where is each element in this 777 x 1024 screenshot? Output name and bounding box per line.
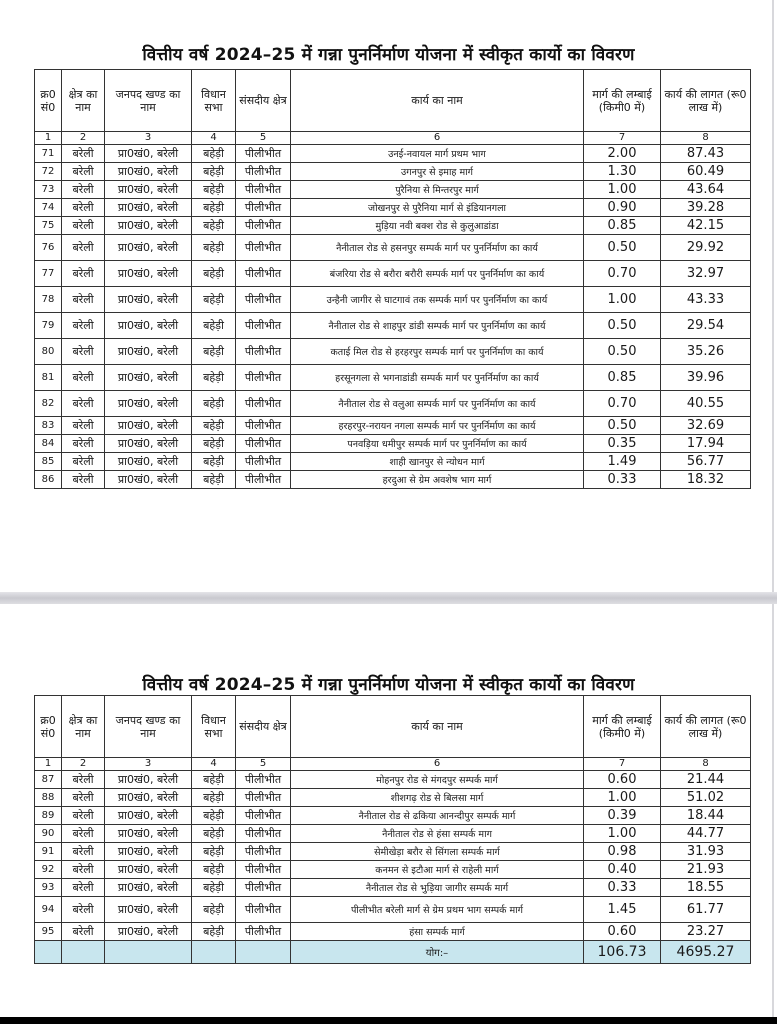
cell-cost: 18.32 bbox=[661, 471, 751, 489]
cell-length: 0.50 bbox=[584, 235, 661, 261]
cell-length: 0.90 bbox=[584, 199, 661, 217]
cell-parliament: पीलीभीत bbox=[236, 145, 291, 163]
cell-work-name: बंजरिया रोड से बरौरा बरौरी सम्पर्क मार्ग पर पुनर्निर्माण का कार्य bbox=[291, 261, 584, 287]
cell-assembly: बहेड़ी bbox=[192, 897, 236, 923]
cell-sn: 74 bbox=[35, 199, 62, 217]
cell-assembly: बहेड़ी bbox=[192, 391, 236, 417]
cell-block: प्रा0खं0, बरेली bbox=[105, 261, 192, 287]
cell-block: प्रा0खं0, बरेली bbox=[105, 145, 192, 163]
cell-work-name: पुरैनिया से मिन्तरपुर मार्ग bbox=[291, 181, 584, 199]
cell-block: प्रा0खं0, बरेली bbox=[105, 163, 192, 181]
cell-assembly: बहेड़ी bbox=[192, 471, 236, 489]
cell-sn: 76 bbox=[35, 235, 62, 261]
cell-work-name: कनमन से इटौआ मार्ग से राहेली मार्ग bbox=[291, 861, 584, 879]
col-header-block: जनपद खण्ड का नाम bbox=[105, 696, 192, 758]
cell-length: 0.50 bbox=[584, 417, 661, 435]
cell-length: 1.00 bbox=[584, 825, 661, 843]
cell-work-name: पनवड़िया धमीपुर सम्पर्क मार्ग पर पुनर्निर्माण का कार्य bbox=[291, 435, 584, 453]
cell-parliament: पीलीभीत bbox=[236, 339, 291, 365]
cell-work-name: कताई मिल रोड से हरहरपुर सम्पर्क मार्ग पर पुनर्निर्माण का कार्य bbox=[291, 339, 584, 365]
cell-parliament: पीलीभीत bbox=[236, 391, 291, 417]
cell-sn: 79 bbox=[35, 313, 62, 339]
cell-work-name: हरसूनगला से भगनाडांडी सम्पर्क मार्ग पर पुनर्निर्माण का कार्य bbox=[291, 365, 584, 391]
table-row bbox=[35, 163, 751, 181]
table-row bbox=[35, 217, 751, 235]
col-header-parliament: संसदीय क्षेत्र bbox=[236, 696, 291, 758]
col-number: 6 bbox=[291, 132, 584, 145]
cell-assembly: बहेड़ी bbox=[192, 453, 236, 471]
bottom-bar bbox=[0, 1017, 777, 1024]
cell-block: प्रा0खं0, बरेली bbox=[105, 287, 192, 313]
cell-length: 0.40 bbox=[584, 861, 661, 879]
table-row bbox=[35, 771, 751, 789]
cell-cost: 40.55 bbox=[661, 391, 751, 417]
column-number-row bbox=[35, 132, 751, 145]
total-row bbox=[35, 941, 751, 964]
cell-parliament: पीलीभीत bbox=[236, 181, 291, 199]
cell-length: 0.39 bbox=[584, 807, 661, 825]
cell-parliament: पीलीभीत bbox=[236, 417, 291, 435]
cell-work-name: नैनीताल रोड से हंसा सम्पर्क माग bbox=[291, 825, 584, 843]
cell-parliament: पीलीभीत bbox=[236, 453, 291, 471]
cell-assembly: बहेड़ी bbox=[192, 825, 236, 843]
cell-sn: 88 bbox=[35, 789, 62, 807]
cell-sn: 72 bbox=[35, 163, 62, 181]
col-number: 6 bbox=[291, 758, 584, 771]
cell-block: प्रा0खं0, बरेली bbox=[105, 771, 192, 789]
col-header-parliament: संसदीय क्षेत्र bbox=[236, 70, 291, 132]
cell-parliament: पीलीभीत bbox=[236, 843, 291, 861]
cell-work-name: नैनीताल रोड से शाहपुर डांडी सम्पर्क मार्ग पर पुनर्निर्माण का कार्य bbox=[291, 313, 584, 339]
total-length: 106.73 bbox=[584, 941, 661, 964]
cell-parliament: पीलीभीत bbox=[236, 789, 291, 807]
table-body bbox=[35, 145, 751, 489]
cell-block: प्रा0खं0, बरेली bbox=[105, 435, 192, 453]
table-row bbox=[35, 471, 751, 489]
cell-assembly: बहेड़ी bbox=[192, 843, 236, 861]
cell-parliament: पीलीभीत bbox=[236, 287, 291, 313]
cell-parliament: पीलीभीत bbox=[236, 471, 291, 489]
table-row bbox=[35, 879, 751, 897]
cell-assembly: बहेड़ी bbox=[192, 145, 236, 163]
cell-cost: 21.44 bbox=[661, 771, 751, 789]
works-table bbox=[34, 69, 751, 489]
cell-work-name: नैनीताल रोड से ढकिया आनन्दीपुर सम्पर्क मार्ग bbox=[291, 807, 584, 825]
cell-region: बरेली bbox=[62, 771, 105, 789]
cell-block: प्रा0खं0, बरेली bbox=[105, 235, 192, 261]
cell-work-name: हंसा सम्पर्क मार्ग bbox=[291, 923, 584, 941]
cell-sn: 94 bbox=[35, 897, 62, 923]
cell-region: बरेली bbox=[62, 391, 105, 417]
cell-work-name: जोखनपुर से पुरैनिया मार्ग से इंडियानगला bbox=[291, 199, 584, 217]
cell-cost: 42.15 bbox=[661, 217, 751, 235]
cell-cost: 43.33 bbox=[661, 287, 751, 313]
col-header-length: मार्ग की लम्बाई (किमी0 में) bbox=[584, 696, 661, 758]
cell-work-name: शाही खानपुर से न्योधन मार्ग bbox=[291, 453, 584, 471]
cell-assembly: बहेड़ी bbox=[192, 181, 236, 199]
cell-block: प्रा0खं0, बरेली bbox=[105, 217, 192, 235]
cell-work-name: मोहनपुर रोड से मंगदपुर सम्पर्क मार्ग bbox=[291, 771, 584, 789]
cell-length: 1.00 bbox=[584, 181, 661, 199]
table-row bbox=[35, 145, 751, 163]
cell-assembly: बहेड़ी bbox=[192, 199, 236, 217]
col-number: 1 bbox=[35, 132, 62, 145]
col-number: 7 bbox=[584, 132, 661, 145]
cell-region: बरेली bbox=[62, 313, 105, 339]
cell-length: 0.98 bbox=[584, 843, 661, 861]
cell-length: 0.33 bbox=[584, 471, 661, 489]
table-body bbox=[35, 771, 751, 941]
cell-cost: 18.44 bbox=[661, 807, 751, 825]
cell-sn: 80 bbox=[35, 339, 62, 365]
cell-block: प्रा0खं0, बरेली bbox=[105, 879, 192, 897]
table-row bbox=[35, 453, 751, 471]
cell-region: बरेली bbox=[62, 181, 105, 199]
cell-block: प्रा0खं0, बरेली bbox=[105, 365, 192, 391]
cell-parliament: पीलीभीत bbox=[236, 825, 291, 843]
cell-sn: 84 bbox=[35, 435, 62, 453]
cell-assembly: बहेड़ी bbox=[192, 235, 236, 261]
cell-assembly: बहेड़ी bbox=[192, 261, 236, 287]
cell-region: बरेली bbox=[62, 435, 105, 453]
cell-sn: 81 bbox=[35, 365, 62, 391]
cell-region: बरेली bbox=[62, 235, 105, 261]
cell-block: प्रा0खं0, बरेली bbox=[105, 861, 192, 879]
cell-block: प्रा0खं0, बरेली bbox=[105, 825, 192, 843]
cell-cost: 60.49 bbox=[661, 163, 751, 181]
cell-region: बरेली bbox=[62, 825, 105, 843]
col-number: 3 bbox=[105, 758, 192, 771]
cell-length: 1.45 bbox=[584, 897, 661, 923]
cell-region: बरेली bbox=[62, 879, 105, 897]
col-header-region: क्षेत्र का नाम bbox=[62, 70, 105, 132]
table-row bbox=[35, 825, 751, 843]
cell-region: बरेली bbox=[62, 471, 105, 489]
cell-assembly: बहेड़ी bbox=[192, 339, 236, 365]
column-number-row bbox=[35, 758, 751, 771]
cell-parliament: पीलीभीत bbox=[236, 923, 291, 941]
cell-block: प्रा0खं0, बरेली bbox=[105, 789, 192, 807]
table-row bbox=[35, 897, 751, 923]
cell-cost: 31.93 bbox=[661, 843, 751, 861]
cell-cost: 56.77 bbox=[661, 453, 751, 471]
cell-cost: 17.94 bbox=[661, 435, 751, 453]
cell-length: 2.00 bbox=[584, 145, 661, 163]
table-row bbox=[35, 287, 751, 313]
cell-length: 0.70 bbox=[584, 261, 661, 287]
cell-assembly: बहेड़ी bbox=[192, 435, 236, 453]
cell-cost: 21.93 bbox=[661, 861, 751, 879]
cell-parliament: पीलीभीत bbox=[236, 861, 291, 879]
cell-work-name: पीलीभीत बरेली मार्ग से ग्रेम प्रथम भाग सम्पर्क मार्ग bbox=[291, 897, 584, 923]
cell-region: बरेली bbox=[62, 417, 105, 435]
cell-sn: 90 bbox=[35, 825, 62, 843]
cell-length: 0.35 bbox=[584, 435, 661, 453]
cell-sn: 77 bbox=[35, 261, 62, 287]
works-table bbox=[34, 695, 751, 964]
cell-cost: 29.54 bbox=[661, 313, 751, 339]
cell-work-name: नैनीताल रोड से भुड़िया जागीर सम्पर्क मार्ग bbox=[291, 879, 584, 897]
total-label: योग:– bbox=[291, 941, 584, 964]
cell-length: 0.60 bbox=[584, 771, 661, 789]
cell-assembly: बहेड़ी bbox=[192, 365, 236, 391]
cell-work-name: सेमीखेड़ा बरौर से सिंगला सम्पर्क मार्ग bbox=[291, 843, 584, 861]
table-row bbox=[35, 199, 751, 217]
col-number: 2 bbox=[62, 758, 105, 771]
cell-work-name: उन्हैनी जागीर से घाटगावं तक सम्पर्क मार्ग पर पुनर्निर्माण का कार्य bbox=[291, 287, 584, 313]
cell-block: प्रा0खं0, बरेली bbox=[105, 843, 192, 861]
cell-sn: 95 bbox=[35, 923, 62, 941]
cell-region: बरेली bbox=[62, 163, 105, 181]
col-number: 8 bbox=[661, 758, 751, 771]
table-row bbox=[35, 181, 751, 199]
cell-length: 0.85 bbox=[584, 217, 661, 235]
cell-block: प्रा0खं0, बरेली bbox=[105, 339, 192, 365]
cell-region: बरेली bbox=[62, 145, 105, 163]
col-header-cost: कार्य की लागत (रू0 लाख में) bbox=[661, 70, 751, 132]
cell-region: बरेली bbox=[62, 453, 105, 471]
table-row bbox=[35, 417, 751, 435]
cell-cost: 18.55 bbox=[661, 879, 751, 897]
cell-assembly: बहेड़ी bbox=[192, 807, 236, 825]
col-number: 2 bbox=[62, 132, 105, 145]
cell-work-name: मुड़िया नवी बक्श रोड से कुलुआडांडा bbox=[291, 217, 584, 235]
cell-region: बरेली bbox=[62, 217, 105, 235]
cell-parliament: पीलीभीत bbox=[236, 771, 291, 789]
cell-length: 0.60 bbox=[584, 923, 661, 941]
cell-parliament: पीलीभीत bbox=[236, 807, 291, 825]
cell-region: बरेली bbox=[62, 365, 105, 391]
cell-length: 1.00 bbox=[584, 789, 661, 807]
cell-sn: 92 bbox=[35, 861, 62, 879]
cell-assembly: बहेड़ी bbox=[192, 789, 236, 807]
cell-sn: 73 bbox=[35, 181, 62, 199]
cell-length: 0.85 bbox=[584, 365, 661, 391]
cell-parliament: पीलीभीत bbox=[236, 199, 291, 217]
cell-region: बरेली bbox=[62, 843, 105, 861]
table-row bbox=[35, 807, 751, 825]
cell-block: प्रा0खं0, बरेली bbox=[105, 313, 192, 339]
cell-parliament: पीलीभीत bbox=[236, 235, 291, 261]
cell-block: प्रा0खं0, बरेली bbox=[105, 391, 192, 417]
col-header-length: मार्ग की लम्बाई (किमी0 में) bbox=[584, 70, 661, 132]
cell-work-name: नैनीताल रोड से हसनपुर सम्पर्क मार्ग पर पुनर्निर्माण का कार्य bbox=[291, 235, 584, 261]
cell-sn: 82 bbox=[35, 391, 62, 417]
cell-length: 1.30 bbox=[584, 163, 661, 181]
cell-work-name: उगनपुर से इमाह मार्ग bbox=[291, 163, 584, 181]
col-number: 7 bbox=[584, 758, 661, 771]
col-header-assembly: विधान सभा bbox=[192, 696, 236, 758]
header-row bbox=[35, 70, 751, 132]
cell-block: प्रा0खं0, बरेली bbox=[105, 199, 192, 217]
cell-cost: 44.77 bbox=[661, 825, 751, 843]
col-header-assembly: विधान सभा bbox=[192, 70, 236, 132]
cell-block: प्रा0खं0, बरेली bbox=[105, 471, 192, 489]
cell-region: बरेली bbox=[62, 861, 105, 879]
table-row bbox=[35, 789, 751, 807]
cell-region: बरेली bbox=[62, 339, 105, 365]
cell-cost: 43.64 bbox=[661, 181, 751, 199]
cell-length: 0.50 bbox=[584, 313, 661, 339]
col-header-region: क्षेत्र का नाम bbox=[62, 696, 105, 758]
cell-parliament: पीलीभीत bbox=[236, 435, 291, 453]
cell-sn: 91 bbox=[35, 843, 62, 861]
document-title: वित्तीय वर्ष 2024–25 में गन्ना पुनर्निर्माण योजना में स्वीकृत कार्यो का विवरण bbox=[142, 675, 635, 695]
col-number: 4 bbox=[192, 132, 236, 145]
cell-sn: 75 bbox=[35, 217, 62, 235]
cell-region: बरेली bbox=[62, 789, 105, 807]
cell-assembly: बहेड़ी bbox=[192, 879, 236, 897]
table-row bbox=[35, 365, 751, 391]
col-number: 3 bbox=[105, 132, 192, 145]
cell-parliament: पीलीभीत bbox=[236, 365, 291, 391]
table-row bbox=[35, 843, 751, 861]
cell-sn: 78 bbox=[35, 287, 62, 313]
cell-work-name: उनई-नवायल मार्ग प्रथम भाग bbox=[291, 145, 584, 163]
cell-sn: 93 bbox=[35, 879, 62, 897]
cell-assembly: बहेड़ी bbox=[192, 771, 236, 789]
table-row bbox=[35, 261, 751, 287]
cell-assembly: बहेड़ी bbox=[192, 163, 236, 181]
cell-work-name: हरहरपुर-नरायन नगला सम्पर्क मार्ग पर पुनर्निर्माण का कार्य bbox=[291, 417, 584, 435]
cell-length: 1.49 bbox=[584, 453, 661, 471]
cell-region: बरेली bbox=[62, 261, 105, 287]
page-separator bbox=[0, 592, 777, 604]
cell-region: बरेली bbox=[62, 923, 105, 941]
col-header-sn: क्र0 सं0 bbox=[35, 70, 62, 132]
table-row bbox=[35, 235, 751, 261]
table-row bbox=[35, 391, 751, 417]
cell-region: बरेली bbox=[62, 897, 105, 923]
cell-sn: 71 bbox=[35, 145, 62, 163]
col-header-cost: कार्य की लागत (रू0 लाख में) bbox=[661, 696, 751, 758]
cell-parliament: पीलीभीत bbox=[236, 261, 291, 287]
cell-cost: 51.02 bbox=[661, 789, 751, 807]
cell-sn: 89 bbox=[35, 807, 62, 825]
cell-sn: 85 bbox=[35, 453, 62, 471]
col-header-work: कार्य का नाम bbox=[291, 70, 584, 132]
cell-assembly: बहेड़ी bbox=[192, 217, 236, 235]
cell-parliament: पीलीभीत bbox=[236, 217, 291, 235]
cell-cost: 39.28 bbox=[661, 199, 751, 217]
cell-cost: 32.69 bbox=[661, 417, 751, 435]
cell-assembly: बहेड़ी bbox=[192, 923, 236, 941]
cell-parliament: पीलीभीत bbox=[236, 879, 291, 897]
col-number: 4 bbox=[192, 758, 236, 771]
cell-block: प्रा0खं0, बरेली bbox=[105, 417, 192, 435]
cell-assembly: बहेड़ी bbox=[192, 861, 236, 879]
col-header-sn: क्र0 सं0 bbox=[35, 696, 62, 758]
table-row bbox=[35, 861, 751, 879]
col-number: 5 bbox=[236, 758, 291, 771]
cell-assembly: बहेड़ी bbox=[192, 287, 236, 313]
cell-region: बरेली bbox=[62, 199, 105, 217]
col-number: 8 bbox=[661, 132, 751, 145]
document-title: वित्तीय वर्ष 2024–25 में गन्ना पुनर्निर्माण योजना में स्वीकृत कार्यो का विवरण bbox=[142, 45, 635, 65]
cell-cost: 39.96 bbox=[661, 365, 751, 391]
col-header-block: जनपद खण्ड का नाम bbox=[105, 70, 192, 132]
col-number: 1 bbox=[35, 758, 62, 771]
cell-parliament: पीलीभीत bbox=[236, 163, 291, 181]
cell-cost: 35.26 bbox=[661, 339, 751, 365]
cell-sn: 86 bbox=[35, 471, 62, 489]
cell-length: 1.00 bbox=[584, 287, 661, 313]
cell-cost: 61.77 bbox=[661, 897, 751, 923]
cell-block: प्रा0खं0, बरेली bbox=[105, 807, 192, 825]
cell-cost: 23.27 bbox=[661, 923, 751, 941]
cell-length: 0.33 bbox=[584, 879, 661, 897]
total-cost: 4695.27 bbox=[661, 941, 751, 964]
col-header-work: कार्य का नाम bbox=[291, 696, 584, 758]
cell-block: प्रा0खं0, बरेली bbox=[105, 923, 192, 941]
cell-block: प्रा0खं0, बरेली bbox=[105, 453, 192, 471]
cell-region: बरेली bbox=[62, 807, 105, 825]
cell-block: प्रा0खं0, बरेली bbox=[105, 897, 192, 923]
table-row bbox=[35, 435, 751, 453]
table-row bbox=[35, 313, 751, 339]
cell-block: प्रा0खं0, बरेली bbox=[105, 181, 192, 199]
cell-parliament: पीलीभीत bbox=[236, 897, 291, 923]
header-row bbox=[35, 696, 751, 758]
cell-cost: 32.97 bbox=[661, 261, 751, 287]
cell-work-name: नैनीताल रोड से वलुआ सम्पर्क मार्ग पर पुनर्निर्माण का कार्य bbox=[291, 391, 584, 417]
cell-cost: 29.92 bbox=[661, 235, 751, 261]
table-row bbox=[35, 339, 751, 365]
document-page-2 bbox=[0, 604, 774, 1017]
cell-work-name: शीशगढ़ रोड से बिलसा मार्ग bbox=[291, 789, 584, 807]
cell-work-name: हरदुआ से ग्रेम अवशेष भाग मार्ग bbox=[291, 471, 584, 489]
cell-parliament: पीलीभीत bbox=[236, 313, 291, 339]
cell-sn: 87 bbox=[35, 771, 62, 789]
table-row bbox=[35, 923, 751, 941]
col-number: 5 bbox=[236, 132, 291, 145]
cell-length: 0.50 bbox=[584, 339, 661, 365]
cell-length: 0.70 bbox=[584, 391, 661, 417]
cell-cost: 87.43 bbox=[661, 145, 751, 163]
cell-sn: 83 bbox=[35, 417, 62, 435]
cell-region: बरेली bbox=[62, 287, 105, 313]
cell-assembly: बहेड़ी bbox=[192, 313, 236, 339]
cell-assembly: बहेड़ी bbox=[192, 417, 236, 435]
